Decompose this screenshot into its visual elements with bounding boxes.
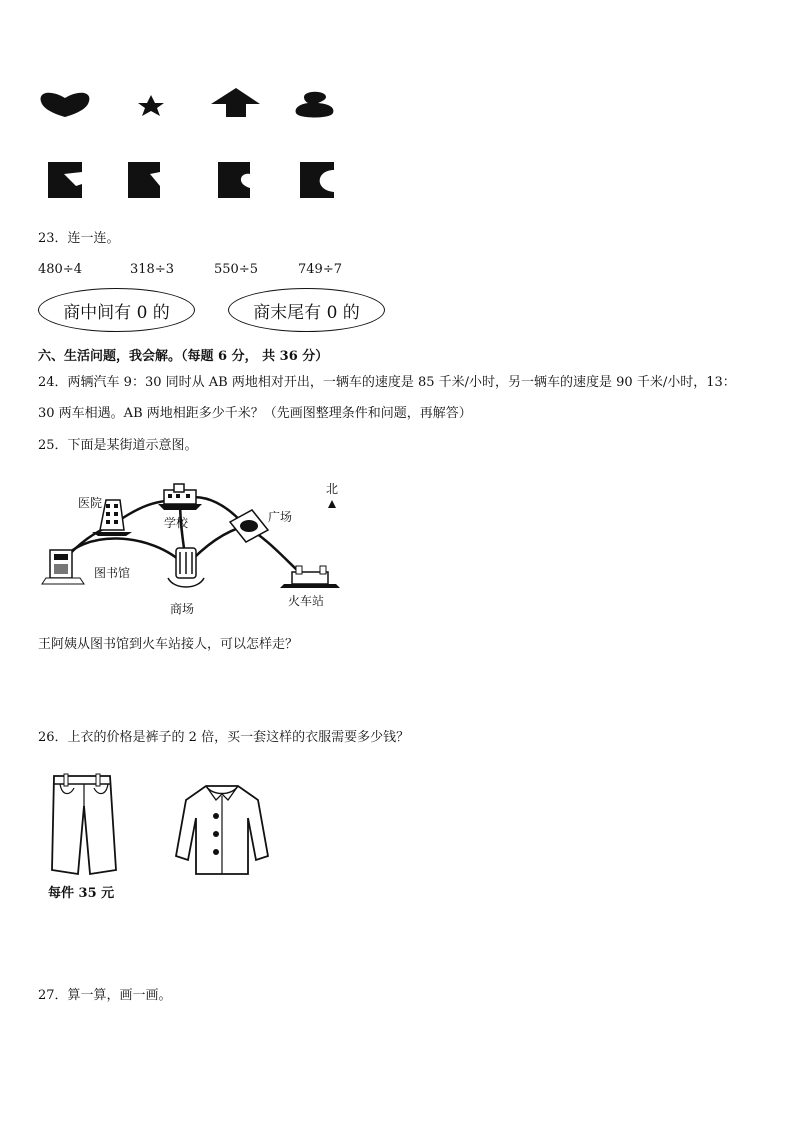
oval-end-zero-label: 商末尾有 0 的 — [253, 302, 360, 323]
oval-middle-zero[interactable] — [38, 288, 195, 332]
q24-line1: 24．两辆汽车 9：30 同时从 AB 两地相对开出，一辆车的速度是 85 千米/小时，另一辆车的速度是 90 千米/小时，13： — [38, 375, 736, 390]
oval-end-zero[interactable] — [228, 288, 385, 332]
q25-question: 王阿姨从图书馆到火车站接人，可以怎样走？ — [38, 637, 299, 652]
q24-line2: 30 两车相遇。AB 两地相距多少千米？（先画图整理条件和问题，再解答） — [38, 406, 472, 421]
expression-4: 749÷7 — [298, 262, 342, 277]
library-icon — [42, 550, 84, 584]
expression-1: 480÷4 — [38, 262, 82, 277]
oval-middle-zero-label: 商中间有 0 的 — [63, 302, 170, 323]
map-label-library: 图书馆 — [94, 566, 131, 580]
pants-price-label: 每件 35 元 — [48, 886, 115, 901]
school-icon — [158, 484, 202, 510]
section6-title: 六、生活问题，我会解。（每题 6 分， 共 36 分） — [38, 349, 329, 364]
map-label-mall: 商场 — [170, 602, 195, 616]
notched-block-3 — [218, 162, 250, 198]
station-icon — [280, 566, 340, 588]
map-label-station: 火车站 — [288, 594, 325, 608]
notched-block-1 — [48, 162, 82, 198]
pants-icon — [44, 770, 124, 880]
map-label-hospital: 医院 — [78, 496, 103, 510]
expression-3: 550÷5 — [214, 262, 258, 277]
shapes-row-bottom — [0, 0, 794, 210]
q26-title: 26．上衣的价格是裤子的 2 倍，买一套这样的衣服需要多少钱？ — [38, 730, 410, 745]
notched-block-2 — [128, 162, 160, 198]
q25-title: 25．下面是某街道示意图。 — [38, 438, 198, 453]
map-label-north: 北 — [326, 482, 339, 496]
map-label-square: 广场 — [268, 510, 293, 524]
notched-block-4 — [300, 162, 334, 198]
expression-2: 318÷3 — [130, 262, 174, 277]
q27-title: 27．算一算，画一画。 — [38, 988, 172, 1003]
shirt-icon — [172, 780, 272, 880]
north-arrow-icon — [328, 500, 336, 508]
map-label-school: 学校 — [164, 516, 189, 530]
q23-title: 23．连一连。 — [38, 231, 120, 246]
